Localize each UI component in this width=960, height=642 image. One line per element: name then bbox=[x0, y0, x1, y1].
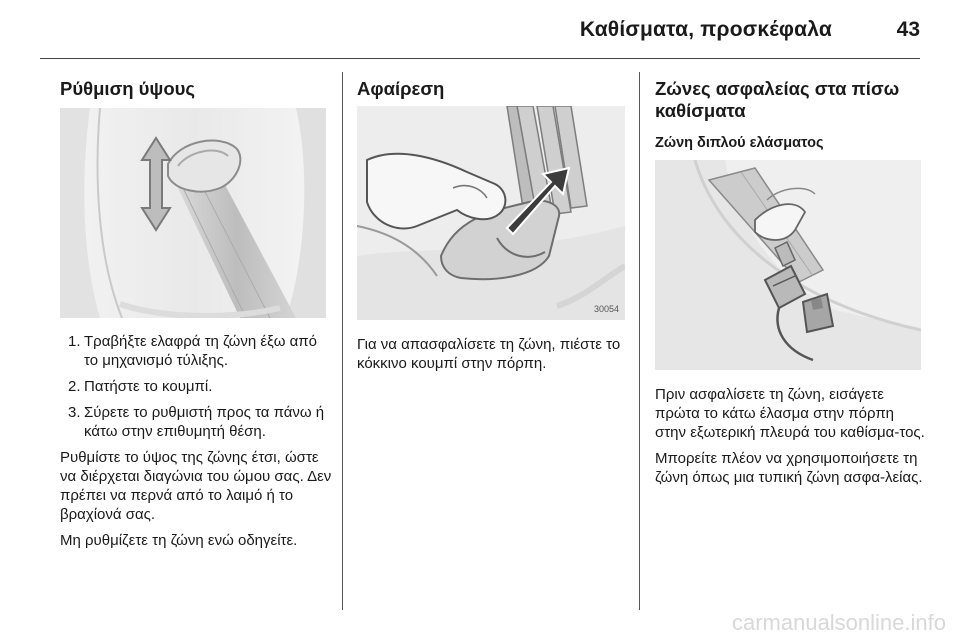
adjustment-steps bbox=[60, 332, 332, 441]
right-section-heading bbox=[655, 78, 925, 122]
paragraph: Μη ρυθμίζετε τη ζώνη ενώ οδηγείτε. bbox=[60, 532, 298, 549]
header-title: Καθίσματα, προσκέφαλα bbox=[579, 18, 832, 41]
left-section-heading bbox=[60, 78, 330, 100]
paragraph: Μπορείτε πλέον να χρησιμοποιήσετε τη ζώνη όπως μια τυπική ζώνη ασφα-λείας. bbox=[655, 450, 923, 486]
paragraph: Για να απασφαλίσετε τη ζώνη, πιέστε το κόκκινο κουμπί στην πόρπη. bbox=[357, 336, 621, 372]
list-item: 1. Τραβήξτε ελαφρά τη ζώνη έξω από το μηχανισμό τύλιξης. bbox=[68, 333, 317, 369]
height-adjuster-illustration bbox=[60, 108, 326, 318]
rear-seatbelts-heading: Ζώνες ασφαλείας στα πίσω καθίσματα bbox=[655, 78, 900, 121]
list-item: 2. Πατήστε το κουμπί. bbox=[68, 378, 213, 395]
page-number: 43 bbox=[896, 18, 920, 41]
paragraph: Ρυθμίστε το ύψος της ζώνης έτσι, ώστε να διέρχεται διαγώνια του ώμου σας. Δεν πρέπει να περνά από το λαιμό ή το βραχίονά σας. bbox=[60, 449, 332, 523]
column-divider-1 bbox=[342, 72, 343, 610]
watermark: carmanualsonline.info bbox=[731, 610, 946, 635]
middle-body bbox=[357, 335, 629, 380]
height-adjustment-heading: Ρύθμιση ύψους bbox=[60, 78, 196, 99]
middle-section-heading bbox=[357, 78, 627, 100]
left-body bbox=[60, 332, 332, 557]
paragraph: Πριν ασφαλίσετε τη ζώνη, εισάγετε πρώτα το κάτω έλασμα στην πόρπη στην εξωτερική πλευρά του καθίσμα-τος. bbox=[655, 386, 925, 441]
image-code: 30054 bbox=[593, 304, 619, 314]
dual-tongue-belt-subheading: Ζώνη διπλού ελάσματος bbox=[655, 135, 824, 151]
column-divider-2 bbox=[639, 72, 640, 610]
list-item: 3. Σύρετε το ρυθμιστή προς τα πάνω ή κάτω στην επιθυμητή θέση. bbox=[68, 404, 325, 440]
buckle-release-illustration bbox=[357, 106, 625, 320]
rear-belt-illustration bbox=[655, 160, 921, 370]
removal-heading: Αφαίρεση bbox=[357, 78, 445, 99]
header-rule bbox=[40, 58, 920, 59]
right-body bbox=[655, 385, 925, 494]
right-subheading bbox=[655, 135, 925, 151]
